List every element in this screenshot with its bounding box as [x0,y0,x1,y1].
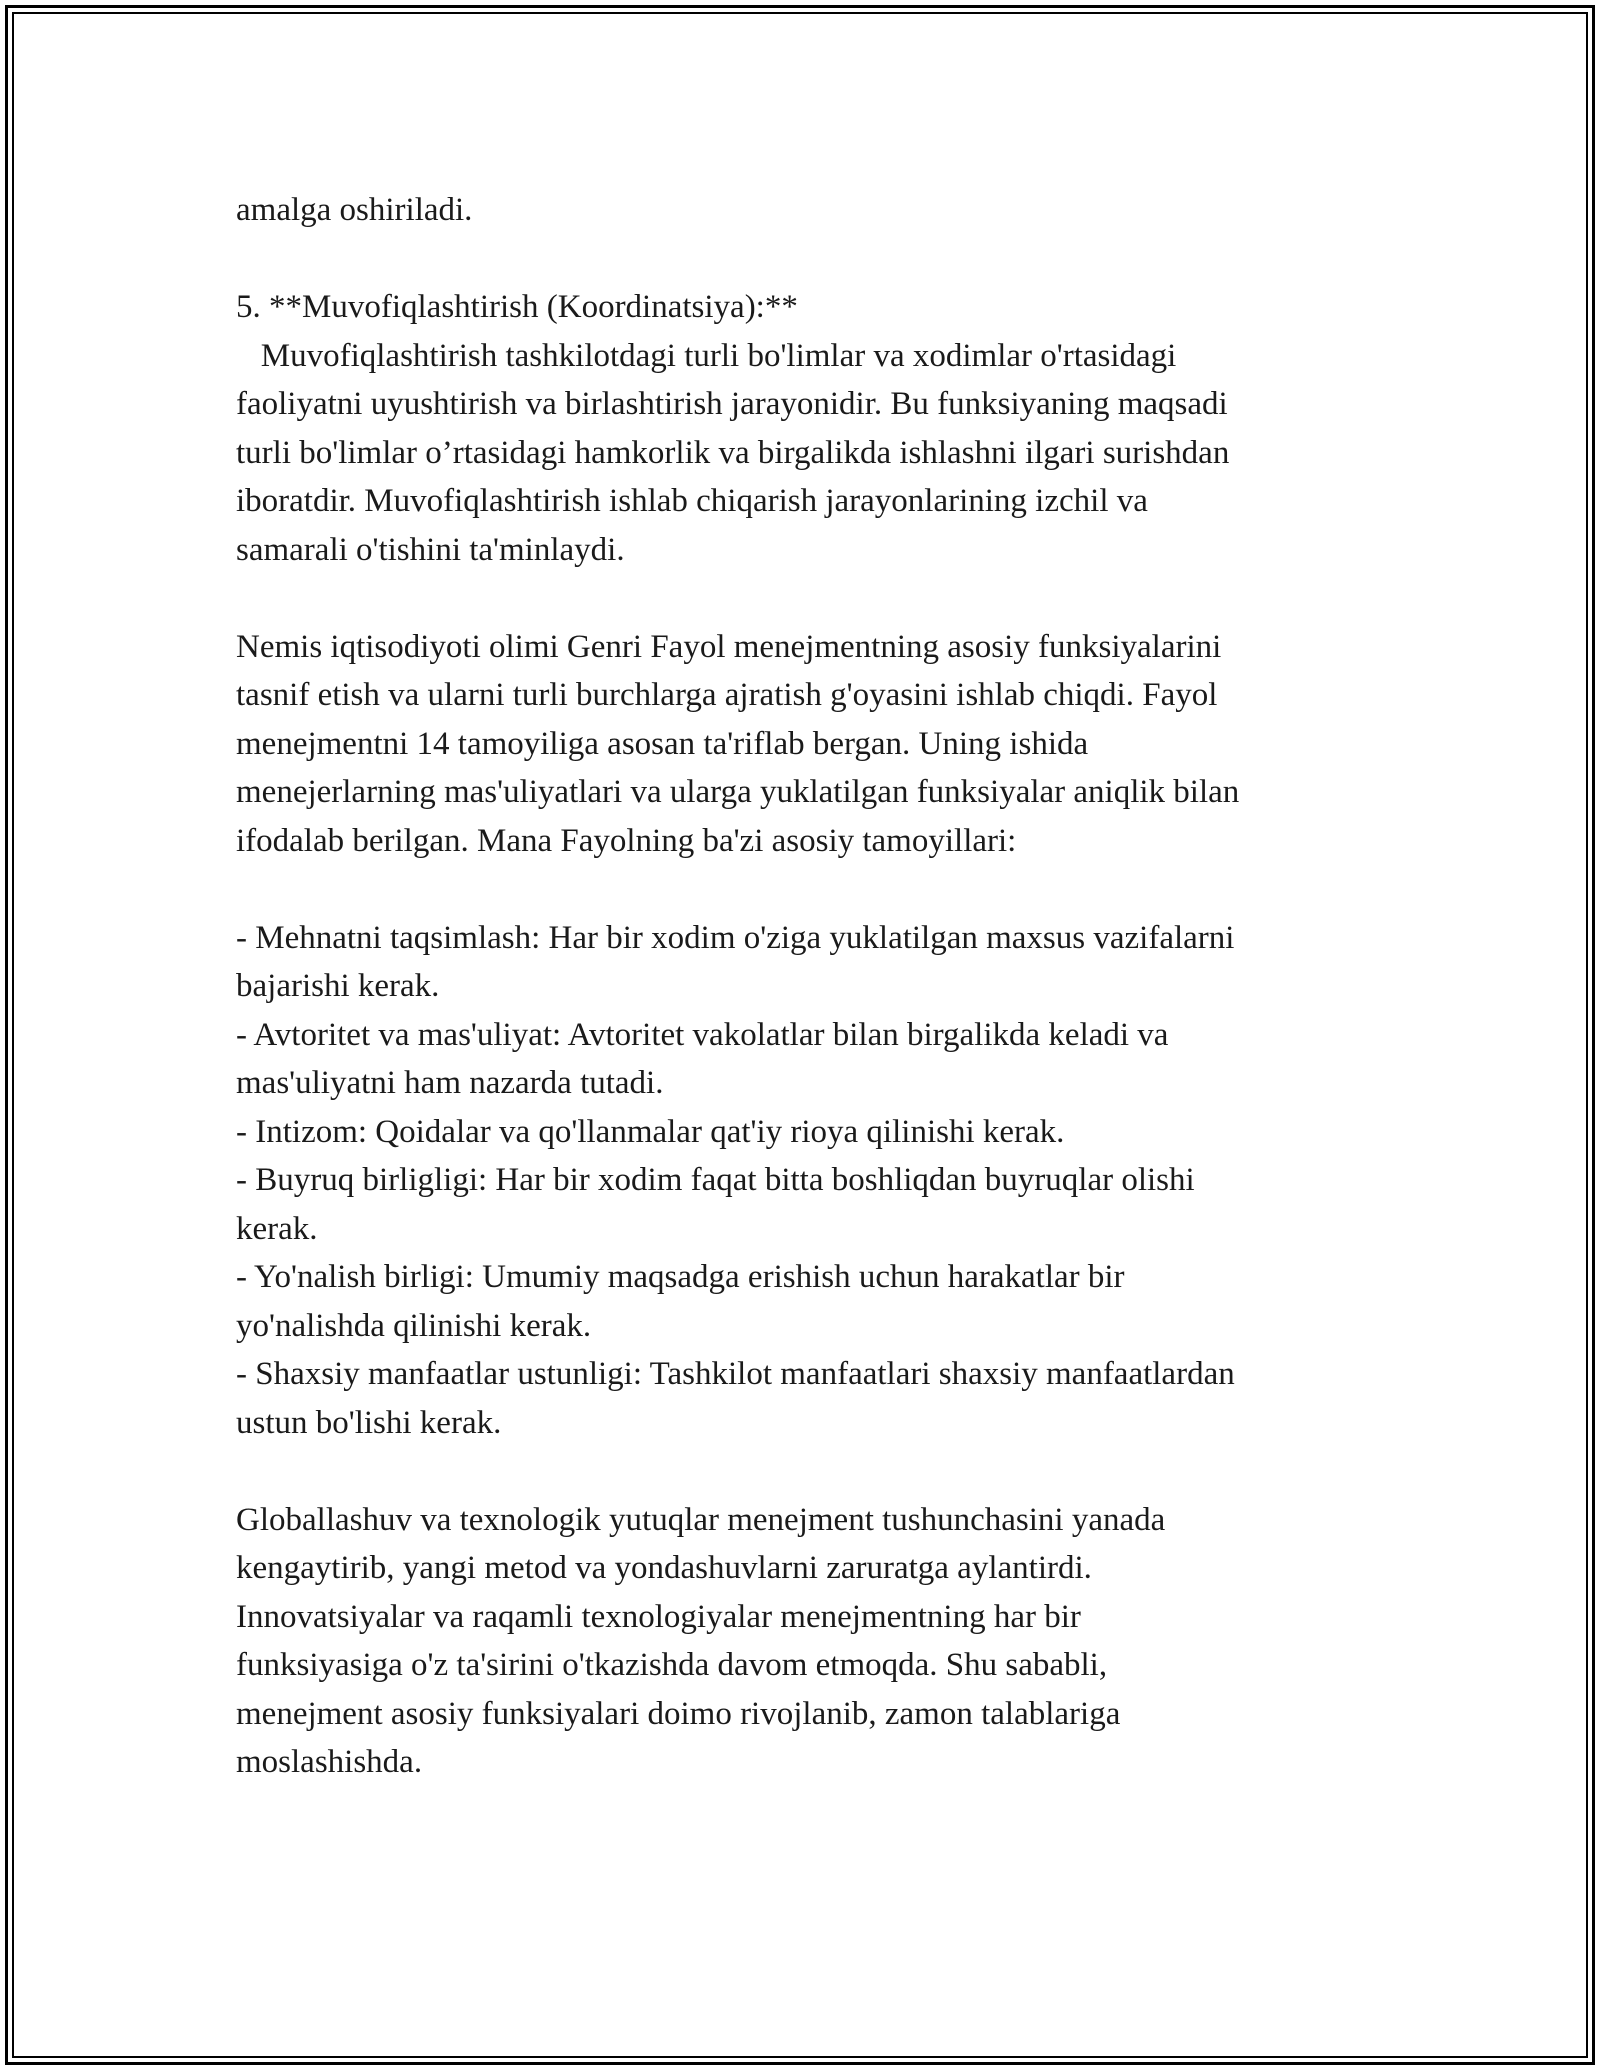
principle-item: - Yo'nalish birligi: Umumiy maqsadga erishish uchun harakatlar bir yo'nalishda qilinishi kerak. [236,1259,1125,1344]
principle-item: - Avtoritet va mas'uliyat: Avtoritet vakolatlar bilan birgalikda keladi va mas'uliyatni ham nazarda tutadi. [236,1016,1169,1101]
conclusion-paragraph: Globallashuv va texnologik yutuqlar menejment tushunchasini yanada kengaytirib, yangi metod va yondashuvlarni zaruratga aylantirdi. Innovatsiyalar va raqamli texnologiyalar menejmentning har bir funksiyasiga o'z ta'sirini o'tkazishda davom etmoqda. Shu sababli, menejment asosiy funksiyalari doimo rivojlanib, zamon talablariga moslashishda. [236,1501,1166,1780]
continuation-text: amalga oshiriladi. [236,192,473,228]
principle-item: - Buyruq birligligi: Har bir xodim faqat bitta boshliqdan buyruqlar olishi kerak. [236,1162,1195,1247]
principles-list [236,914,1416,1448]
section-heading: 5. **Muvofiqlashtirish (Koordinatsiya):** [236,289,798,325]
paragraph-gap [236,235,1416,284]
paragraph-gap [236,574,1416,623]
document-body [236,186,1416,1787]
fayol-intro-paragraph: Nemis iqtisodiyoti olimi Genri Fayol menejmentning asosiy funksiyalarini tasnif etish va ularni turli burchlarga ajratish g'oyasini ishlab chiqdi. Fayol menejmentni 14 tamoyiliga asosan ta'riflab bergan. Uning ishida menejerlarning mas'uliyatlari va ularga yuklatilgan funksiyalar aniqlik bilan ifodalab berilgan. Mana Fayolning ba'zi asosiy tamoyillari: [236,628,1240,859]
section-body: Muvofiqlashtirish tashkilotdagi turli bo'limlar va xodimlar o'rtasidagi faoliyatni uyushtirish va birlashtirish jarayonidir. Bu funksiyaning maqsadi turli bo'limlar o’rtasidagi hamkorlik va birgalikda ishlashni ilgari surishdan iboratdir. Muvofiqlashtirish ishlab chiqarish jarayonlarining izchil va samarali o'tishini ta'minlaydi. [236,337,1230,568]
principle-item: - Shaxsiy manfaatlar ustunligi: Tashkilot manfaatlari shaxsiy manfaatlardan ustun bo'lishi kerak. [236,1356,1235,1441]
principle-item: - Intizom: Qoidalar va qo'llanmalar qat'iy rioya qilinishi kerak. [236,1113,1065,1150]
principle-item: - Mehnatni taqsimlash: Har bir xodim o'ziga yuklatilgan maxsus vazifalarni bajarishi kerak. [236,919,1235,1004]
paragraph-gap [236,865,1416,914]
paragraph-gap [236,1447,1416,1496]
